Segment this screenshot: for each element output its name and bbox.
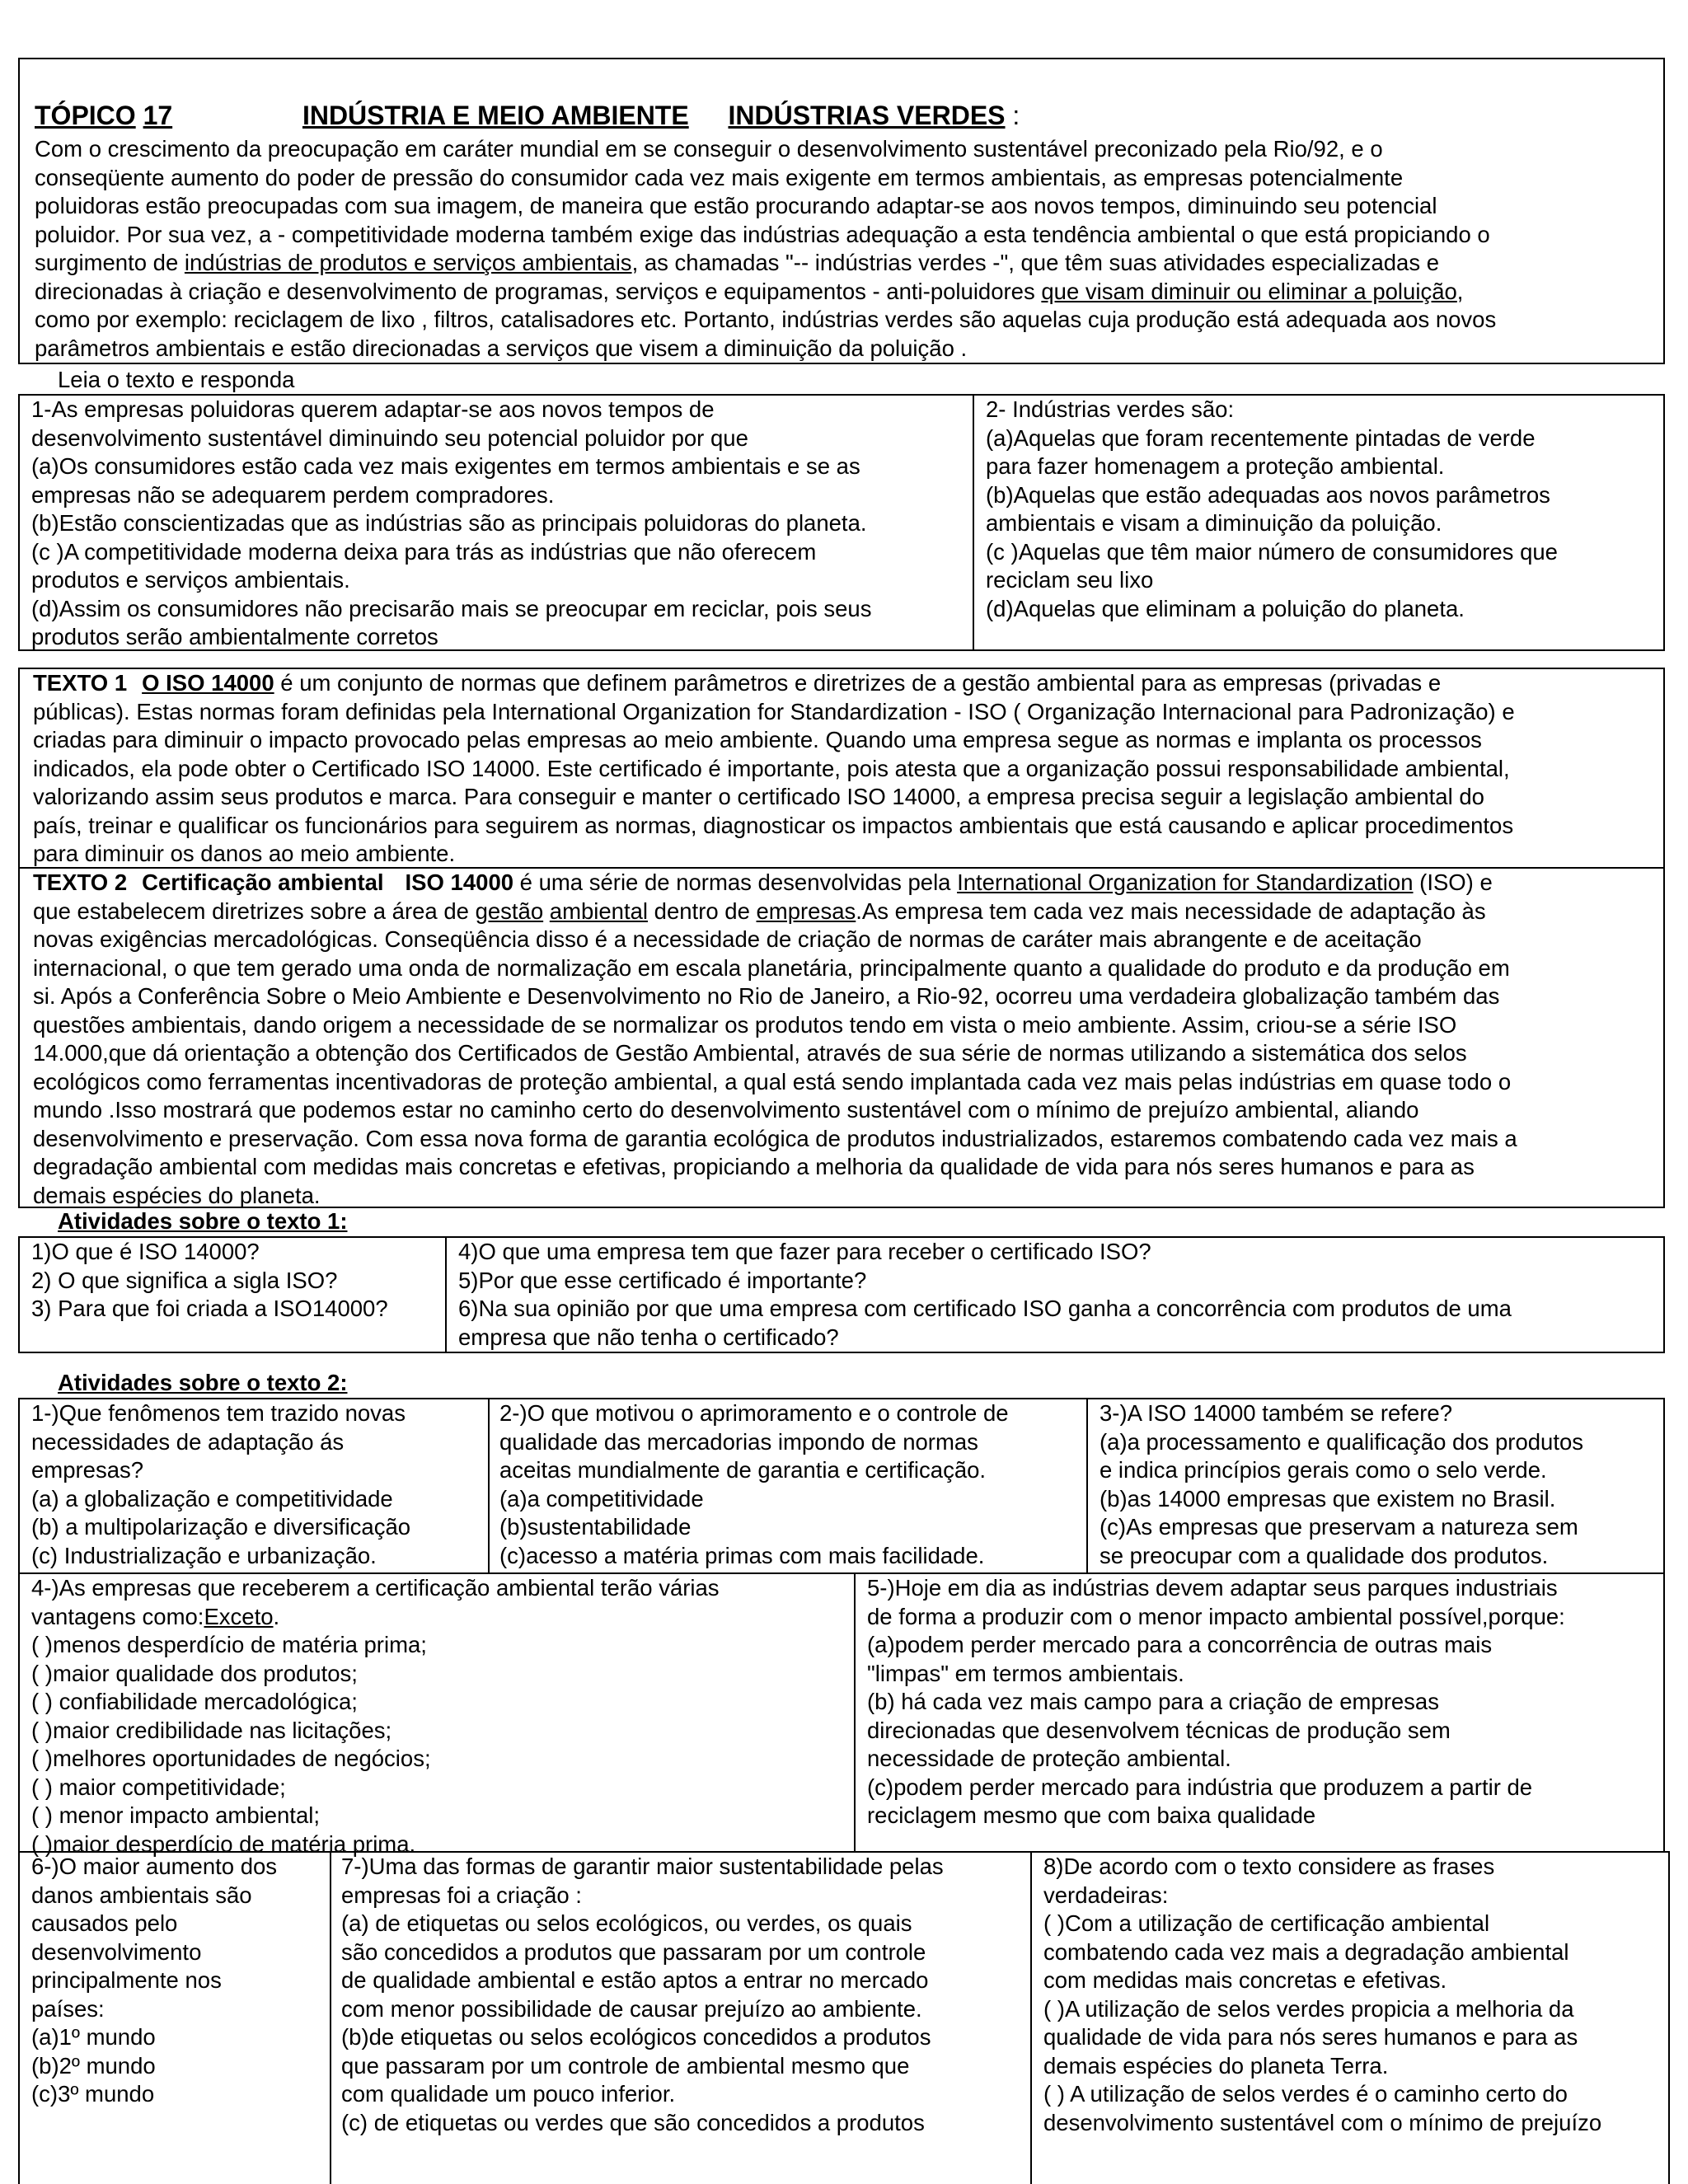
activity-2-question-4 <box>31 1574 852 1858</box>
texto2-link-gestao: gestão <box>475 898 544 924</box>
topic-label: TÓPICO <box>35 101 136 130</box>
texto2-title-iso: ISO 14000 <box>405 869 514 895</box>
texto2-text-2: (ISO) e que estabelecem diretrizes sobre a área de <box>33 869 1493 924</box>
row3-divider-1 <box>330 1851 331 2184</box>
question-4-text-b: . ( )menos desperdício de matéria prima; ( )maior qualidade dos produtos; ( ) confiabilidade mercadológica; ( )maior credibilidade nas licitações; ( )melhores oportunidades de negócios; ( ) maior competitividade; ( ) menor impacto ambiental; ( )maior desperdício de matéria prima. <box>31 1603 431 1857</box>
texto1-label: TEXTO 1 <box>33 670 128 696</box>
activities-texto1-heading: Atividades sobre o texto 1: <box>58 1208 348 1234</box>
topic-colon: : <box>1012 101 1020 130</box>
texto2-text-3 <box>543 898 550 924</box>
activities-texto1-right: 4)O que uma empresa tem que fazer para receber o certificado ISO? 5)Por que esse certificado é importante? 6)Na sua opinião por que uma empresa com certificado ISO ganha a concorrência com produtos de uma empresa que não tenha o certificado? <box>458 1239 1512 1350</box>
activity-2-question-6: 6-)O maior aumento dos danos ambientais são causados pelo desenvolvimento principalmente nos países: (a)1º mundo (b)2º mundo (c)3º mundo <box>31 1854 278 2107</box>
texto1-paragraph <box>33 669 1661 869</box>
activity-2-question-7: 7-)Uma das formas de garantir maior sustentabilidade pelas empresas foi a criação : (a) de etiquetas ou selos ecológicos, ou verdes, os quais são concedidos a produtos que passaram por um controle de qualidade ambiental e estão aptos a entrar no mercado com menor possibilidade de causar prejuízo ao ambiente. (b)de etiquetas ou selos ecológicos concedidos a produtos que passaram por um controle de ambiental mesmo que com qualidade um pouco inferior. (c) de etiquetas ou verdes que são concedidos a produtos <box>341 1854 944 2135</box>
row2-divider <box>854 1572 856 1853</box>
texto2-link-empresas: empresas <box>756 898 856 924</box>
intro-link-poluicao: que visam diminuir ou eliminar a poluição <box>1041 278 1457 304</box>
row1-divider-1 <box>488 1398 490 1574</box>
row1-divider-2 <box>1086 1398 1088 1574</box>
activity-2-question-3: 3-)A ISO 14000 também se refere? (a)a processamento e qualificação dos produtos e indica princípios gerais como o selo verde. (b)as 14000 empresas que existem no Brasil. (c)As empresas que preservam a natureza sem se preocupar com a qualidade dos produtos. <box>1100 1400 1584 1568</box>
question-2: 2- Indústrias verdes são: (a)Aquelas que foram recentemente pintadas de verde para fazer homenagem a proteção ambiental. (b)Aquelas que estão adequadas aos novos parâmetros ambientais e visam a diminuição da poluição. (c )Aquelas que têm maior número de consumidores que reciclam seu lixo (d)Aquelas que eliminam a poluição do planeta. <box>986 396 1558 621</box>
texto2-label: TEXTO 2 <box>33 869 128 895</box>
row3-divider-2 <box>1030 1851 1032 2184</box>
activities-texto2-heading: Atividades sobre o texto 2: <box>58 1370 348 1395</box>
texto2-title: Certificação ambiental <box>142 869 384 895</box>
texto2-text-1: é uma série de normas desenvolvidas pela <box>513 869 958 895</box>
activities-texto1-left: 1)O que é ISO 14000? 2) O que significa a sigla ISO? 3) Para que foi criada a ISO14000? <box>31 1239 388 1321</box>
activity-2-question-1: 1-)Que fenômenos tem trazido novas necessidades de adaptação ás empresas? (a) a globalização e competitividade (b) a multipolarização e diversificação (c) Industrialização e urbanização. <box>31 1400 411 1568</box>
intro-paragraph <box>35 135 1662 363</box>
activity-2-question-5: 5-)Hoje em dia as indústrias devem adaptar seus parques industriais de forma a produzir com o menor impacto ambiental possível,porque: (a)podem perder mercado para a concorrência de outras mais "limpas" em termos ambientais. (b) há cada vez mais campo para a criação de empresas direcionadas que desenvolvem técnicas de produção sem necessidade de proteção ambiental. (c)podem perder mercado para indústria que produzem a partir de reciclagem mesmo que com baixa qualidade <box>867 1575 1565 1828</box>
texto2-link-iso-org: International Organization for Standardization <box>957 869 1414 895</box>
topic-header <box>35 101 1020 131</box>
texto1-body: é um conjunto de normas que definem parâmetros e diretrizes de a gestão ambiental para as empresas (privadas e públicas). Estas normas foram definidas pela International Organization for Standardization - ISO ( Organização Internacional para Padronização) e criadas para diminuir o impacto provocado pelas empresas ao meio ambiente. Quando uma empresa segue as normas e implanta os processos indicados, ela pode obter o Certificado ISO 14000. Este certificado é importante, pois atesta que a organização possui responsabilidade ambiental, valorizando assim seus produtos e marca. Para conseguir e manter o certificado ISO 14000, a empresa precisa seguir a legislação ambiental do país, treinar e qualificar os funcionários para seguirem as normas, diagnosticar os impactos ambientais que está causando e aplicar procedimentos para diminuir os danos ao meio ambiente. <box>33 670 1515 866</box>
intro-questions-divider <box>973 394 974 651</box>
read-prompt: Leia o texto e responda <box>58 367 295 392</box>
topic-number: 17 <box>143 101 173 130</box>
question-4-exceto: Exceto <box>204 1603 274 1629</box>
texto2-link-ambiental: ambiental <box>549 898 649 924</box>
activity-2-question-8: 8)De acordo com o texto considere as frases verdadeiras: ( )Com a utilização de certificação ambiental combatendo cada vez mais a degradação ambiental com medidas mais concretas e efetivas. ( )A utilização de selos verdes propicia a melhoria da qualidade de vida para nós seres humanos e para as demais espécies do planeta Terra. ( ) A utilização de selos verdes é o caminho certo do desenvolvimento sustentável com o mínimo de prejuízo <box>1043 1854 1602 2135</box>
intro-link-industrias: indústrias de produtos e serviços ambientais <box>184 250 632 275</box>
intro-text-1: Com o crescimento da preocupação em caráter mundial em se conseguir o desenvolvimento sustentável preconizado pela Rio/92, e o conseqüente aumento do poder de pressão do consumidor cada vez mais exigente em termos ambientais, as empresas potencialmente poluidoras estão preocupadas com sua imagem, de maneira que estão procurando adaptar-se aos novos tempos, diminuindo seu potencial poluidor. Por sua vez, a - competitividade moderna também exige das indústrias adequação a esta tendência ambiental o que está propiciando o surgimento de <box>35 136 1490 275</box>
activities-texto1-divider <box>445 1236 447 1353</box>
topic-subtitle: INDÚSTRIAS VERDES <box>728 101 1006 130</box>
topic-title: INDÚSTRIA E MEIO AMBIENTE <box>302 101 689 130</box>
texto1-title: O ISO 14000 <box>142 670 274 696</box>
texto2-paragraph <box>33 869 1661 1210</box>
texto2-text-4: dentro de <box>648 898 757 924</box>
question-4-text-a: 4-)As empresas que receberem a certificação ambiental terão várias vantagens como: <box>31 1575 720 1629</box>
intro-text-3: , como por exemplo: reciclagem de lixo , filtros, catalisadores etc. Portanto, indústrias verdes são aquelas cuja produção está adequada aos novos parâmetros ambientais e estão direcionadas a serviços que visem a diminuição da poluição . <box>35 278 1497 361</box>
question-1: 1-As empresas poluidoras querem adaptar-se aos novos tempos de desenvolvimento sustentável diminuindo seu potencial poluidor por que (a)Os consumidores estão cada vez mais exigentes em termos ambientais e se as empresas não se adequarem perdem compradores. (b)Estão conscientizadas que as indústrias são as principais poluidoras do planeta. (c )A competitividade moderna deixa para trás as indústrias que não oferecem produtos e serviços ambientais. (d)Assim os consumidores não precisarão mais se preocupar em reciclar, pois seus produtos serão ambientalmente corretos <box>31 396 872 649</box>
texto2-text-5: .As empresa tem cada vez mais necessidade de adaptação às novas exigências mercadológicas. Conseqüência disso é a necessidade de criação de normas de caráter mais abrangente e de aceitação internacional, o que tem gerado uma onda de normalização em escala planetária, principalmente quanto a qualidade do produto e da produção em si. Após a Conferência Sobre o Meio Ambiente e Desenvolvimento no Rio de Janeiro, a Rio-92, ocorreu uma verdadeira globalização também das questões ambientais, dando origem a necessidade de se normalizar os produtos tendo em vista o meio ambiente. Assim, criou-se a série ISO 14.000,que dá orientação a obtenção dos Certificados de Gestão Ambiental, através de sua série de normas utilizando a sistemática dos selos ecológicos como ferramentas incentivadoras de proteção ambiental, a qual está sendo implantada cada vez mais pelas indústrias em quase todo o mundo .Isso mostrará que podemos estar no caminho certo do desenvolvimento sustentável com o mínimo de prejuízo ambiental, aliando desenvolvimento e preservação. Com essa nova forma de garantia ecológica de produtos industrializados, estaremos combatendo cada vez mais a degradação ambiental com medidas mais concretas e efetivas, propiciando a melhoria da qualidade de vida para nós seres humanos e para as demais espécies do planeta. <box>33 898 1517 1208</box>
intro-text-2: , as chamadas "-- indústrias verdes -", que têm suas atividades especializadas e direcionadas à criação e desenvolvimento de programas, serviços e equipamentos - anti-poluidores <box>35 250 1440 304</box>
activity-2-question-2: 2-)O que motivou o aprimoramento e o controle de qualidade das mercadorias impondo de normas aceitas mundialmente de garantia e certificação. (a)a competitividade (b)sustentabilidade (c)acesso a matéria primas com mais facilidade. <box>499 1400 1009 1568</box>
